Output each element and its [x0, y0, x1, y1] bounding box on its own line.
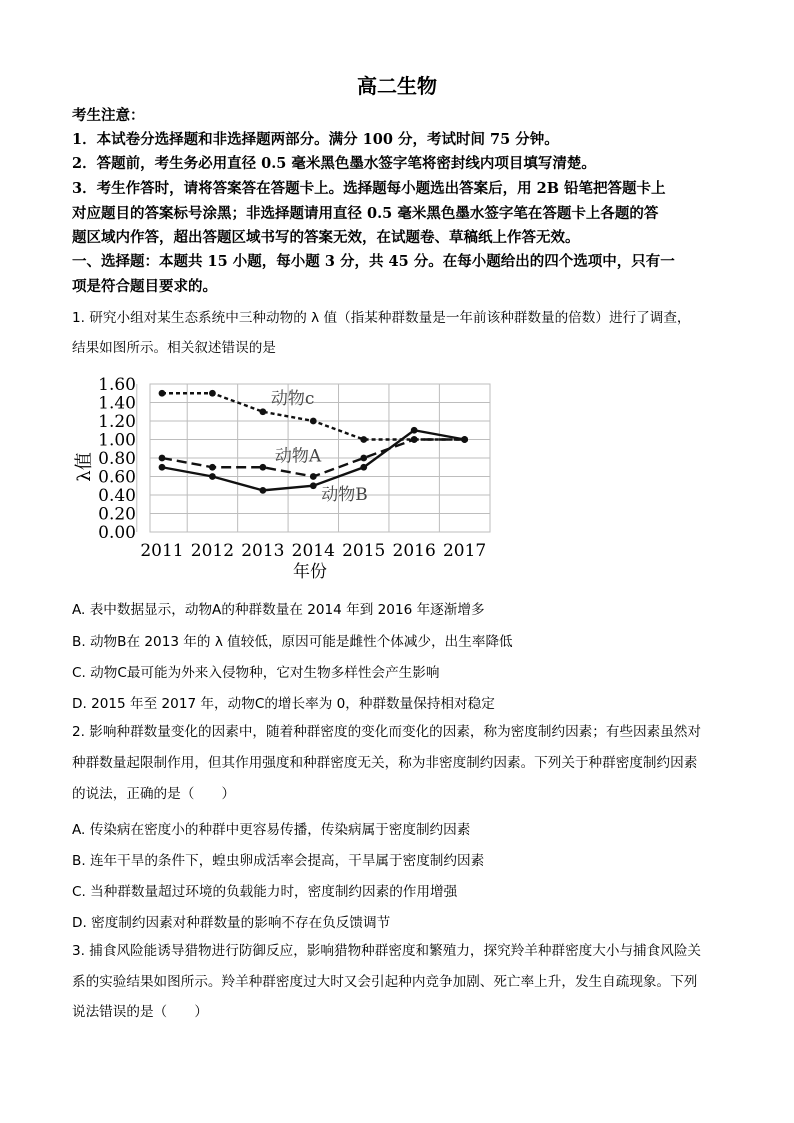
data-point [360, 464, 367, 471]
x-tick-label: 2016 [392, 541, 436, 561]
y-tick-label: 0.20 [98, 504, 136, 525]
y-tick-label: 1.00 [98, 430, 136, 451]
data-point [411, 436, 418, 443]
q3-stem: 3. 捕食风险能诱导猎物进行防御反应，影响猎物种群密度和繁殖力，探究羚羊种群密度大小与捕食风险关 [72, 943, 702, 959]
data-point [259, 487, 266, 494]
data-point [360, 455, 367, 462]
q2-option-b: B. 连年干旱的条件下，蝗虫卵成活率会提高，干旱属于密度制约因素 [72, 853, 485, 869]
y-tick-label: 0.80 [98, 449, 136, 469]
notice-heading: 考生注意： [72, 107, 145, 124]
y-tick-label: 1.60 [98, 375, 136, 395]
series-label: 动物c [270, 388, 315, 409]
chart-series [159, 389, 468, 505]
series-label: 动物B [321, 484, 368, 505]
y-tick-label: 0.00 [98, 523, 136, 543]
y-tick-labels [98, 375, 136, 543]
q1-option-a: A. 表中数据显示，动物A的种群数量在 2014 年到 2016 年逐渐增多 [72, 602, 485, 618]
notice-item: 题区域内作答，超出答题区域书写的答案无效，在试题卷、草稿纸上作答无效。 [72, 229, 580, 246]
q2-stem: 2. 影响种群数量变化的因素中，随着种群密度的变化而变化的因素，称为密度制约因素；有些因素虽然对 [72, 724, 702, 740]
page-title: 高二生物 [357, 74, 437, 98]
q2-option-d: D. 密度制约因素对种群数量的影响不存在负反馈调节 [72, 915, 391, 931]
data-point [310, 482, 317, 489]
data-point [461, 436, 468, 443]
q2-stem: 种群数量起限制作用，但其作用强度和种群密度无关，称为非密度制约因素。下列关于种群密度制约因素 [72, 755, 698, 771]
y-tick-label: 1.40 [98, 393, 136, 414]
x-axis-label: 年份 [293, 562, 327, 582]
q1-option-b: B. 动物B在 2013 年的 λ 值较低，原因可能是雌性个体减少，出生率降低 [72, 634, 513, 650]
q1-stem: 1. 研究小组对某生态系统中三种动物的 λ 值（指某种群数量是一年前该种群数量的倍数）进行了调查， [72, 310, 691, 326]
data-point [259, 408, 266, 415]
y-tick-label: 0.40 [98, 486, 136, 506]
x-tick-labels [140, 541, 486, 561]
x-tick-label: 2013 [241, 541, 285, 561]
data-point [411, 427, 418, 434]
x-tick-label: 2017 [442, 541, 487, 561]
x-tick-label: 2014 [291, 541, 335, 561]
y-tick-label: 1.20 [98, 412, 136, 432]
section-heading-cont: 项是符合题目要求的。 [72, 278, 217, 295]
x-tick-label: 2012 [190, 541, 235, 561]
q1-option-d: D. 2015 年至 2017 年，动物C的增长率为 0，种群数量保持相对稳定 [72, 696, 495, 712]
section-heading: 一、选择题：本题共 15 小题，每小题 3 分，共 45 分。在每小题给出的四个选项中，只有一 [72, 253, 675, 270]
data-point [159, 390, 166, 397]
data-point [209, 464, 216, 471]
data-point [159, 464, 166, 471]
notice-item: 对应题目的答案标号涂黑；非选择题请用直径 0.5 毫米黑色墨水签字笔在答题卡上各题的答 [72, 205, 659, 222]
notice-item: 2．答题前，考生务必用直径 0.5 毫米黑色墨水签字笔将密封线内项目填写清楚。 [72, 155, 596, 172]
notice-item: 3．考生作答时，请将答案答在答题卡上。选择题每小题选出答案后，用 2B 铅笔把答题卡上 [72, 180, 666, 197]
data-point [209, 473, 216, 480]
q1-stem: 结果如图所示。相关叙述错误的是 [72, 340, 276, 356]
data-point [209, 390, 216, 397]
data-point [310, 473, 317, 480]
notice-item: 1．本试卷分选择题和非选择题两部分。满分 100 分，考试时间 75 分钟。 [72, 131, 559, 148]
series-label: 动物A [274, 446, 322, 467]
q1-option-c: C. 动物C最可能为外来入侵物种，它对生物多样性会产生影响 [72, 665, 440, 681]
x-tick-label: 2011 [140, 541, 184, 561]
q2-option-a: A. 传染病在密度小的种群中更容易传播，传染病属于密度制约因素 [72, 822, 471, 838]
y-tick-label: 0.60 [98, 467, 136, 488]
q2-option-c: C. 当种群数量超过环境的负载能力时，密度制约因素的作用增强 [72, 884, 458, 900]
data-point [259, 464, 266, 471]
q3-stem: 说法错误的是（ ） [72, 1004, 208, 1020]
q3-stem: 系的实验结果如图所示。羚羊种群密度过大时又会引起种内竞争加剧、死亡率上升，发生自疏现象。下列 [72, 974, 698, 990]
q2-stem: 的说法，正确的是（ ） [72, 786, 236, 802]
data-point [159, 455, 166, 462]
x-tick-label: 2015 [342, 541, 386, 561]
data-point [310, 418, 317, 425]
lambda-line-chart [72, 372, 502, 587]
data-point [360, 436, 367, 443]
y-axis-label: λ值 [74, 452, 95, 482]
